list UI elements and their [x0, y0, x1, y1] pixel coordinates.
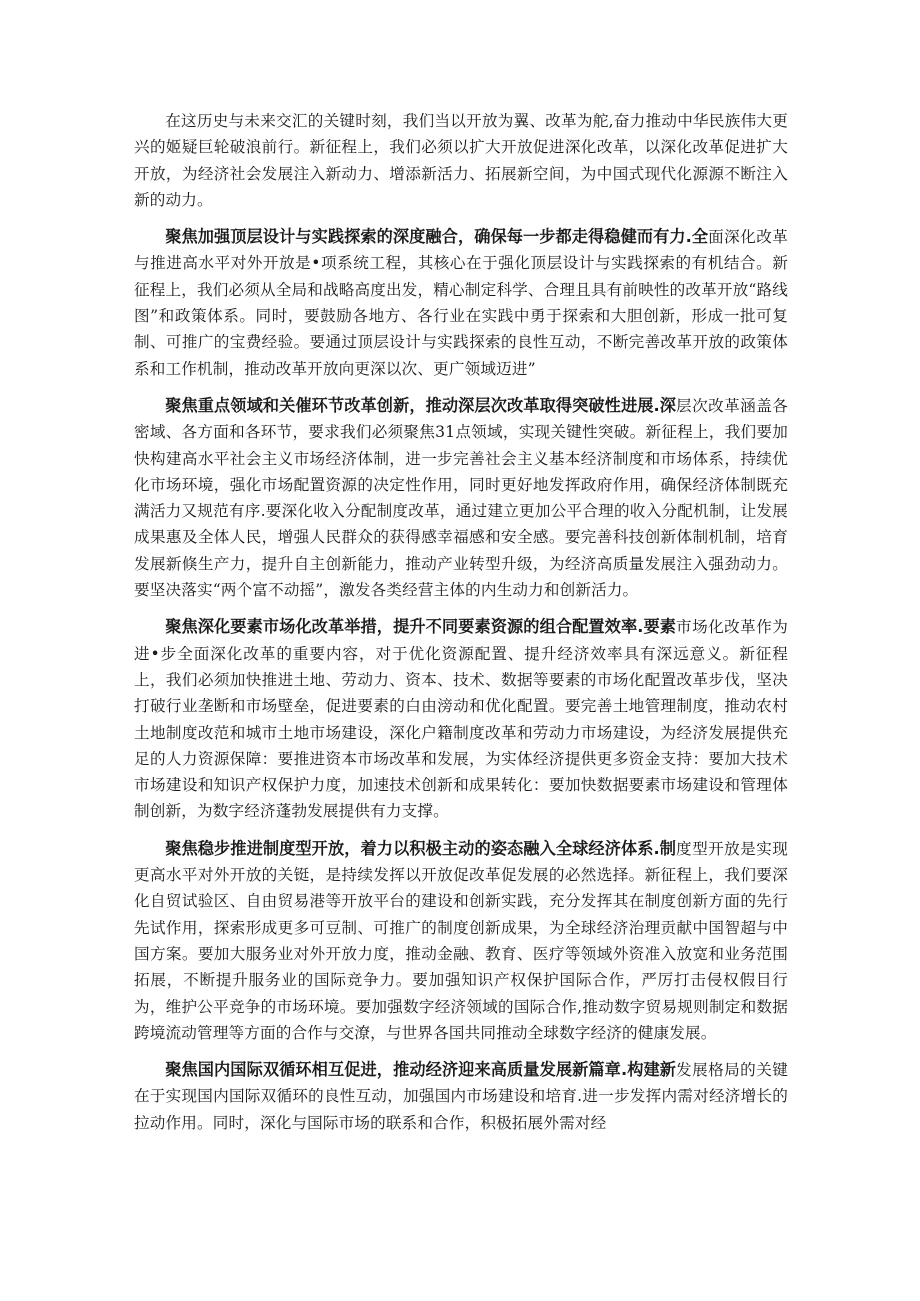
paragraph-body: 市场化改革作为进•步全面深化改革的重要内容，对于优化资源配置、提升经济效率具有深远意义。新征程上，我们必须加快推进土地、劳动力、资本、技术、数据等要素的市场化配置改革步伐，坚决打破行业垄断和市场壁垒，促进要素的白由滂动和优化配置。要完善土地管理制度，推动农村土地制度改范和城市土地市场建设，深化户籍制度改革和劳动力市场建设，为经济发展提供充足的人力资源保障：要推进资本市场改革和发展，为实体经济提供更多资金支持：要加大技术市场建设和知识产权保护力度，加速技术创新和成果转化：要加快数据要素市场建设和管理体制创新，为数字经济蓬勃发展提供有力支撑。 [134, 618, 788, 821]
document-page [134, 108, 788, 1147]
paragraph-body: 层次改革涵盖各密域、各方面和各环节，要求我们必须聚焦31点领域，实现关键性突破。新征程上，我们要加快构建高水平社会主义市场经济体制，进一步完善社会主义基本经济制度和市场体系，持续优化市场环境，强化市场配置资源的决定性作用，同时更好地发挥政府作用，确保经济体制既充满活力又规范有序.要深化收入分配制度改革，通过建立更加公平合理的收入分配机制，让发展成果惠及全体人民，增强人民群众的获得感幸福感和安全感。要完善科技创新体制机制，培育发展新倏生产力，提升自主创新能力，推动产业转型升级，为经济高质量发展注入强劲动力。要坚决落实“两个富不动摇”，激发各类经营主体的内生动力和创新活力。 [134, 396, 788, 600]
paragraph-body: 面深化改革与推进高水平对外开放是•项系统工程，其核心在于强化顶层设计与实践探索的有机结合。新征程上，我们必须从全局和战略高度出发，精心制定科学、合理且具有前映性的改革开放“路线图”和政策体系。同时，要鼓励各地方、各行业在实践中勇于探索和大胆创新，形成一批可复制、可推广的宝费经验。要通过顶层设计与实践探索的良性互动，不断完善改革开放的政策体系和工作机制，推动改革开放向更深以次、更广领域迈进” [134, 228, 788, 378]
paragraph-factor-market [134, 614, 788, 824]
paragraph-lead: 聚焦加强顶层设计与实践探索的深度融合，确保每一步都走得稳健而有力.全 [165, 227, 709, 247]
paragraph-lead: 聚焦重点领域和关催环节改革创新，推动深层次改革取得突破性进展.深 [165, 395, 677, 415]
paragraph-lead: 聚焦稳步推进制度型开放，着力以积极主动的姿态融入全球经济体系.制 [165, 838, 677, 858]
paragraph-lead: 聚焦深化要素市场化改革举措，提升不同要素资源的组合配置效率.要素 [165, 617, 677, 637]
paragraph-body: 在这历史与未来交汇的关键时刻，我们当以开放为翼、改革为舵,奋力推动中华民族伟大更兴的姬疑巨轮破浪前行。新征程上，我们必须以扩大开放促进深化改革，以深化改革促进扩大开放，为经济社会发展注入新动力、增添新活力、拓展新空间，为中国式现代化源源不断注入新的动力。 [134, 112, 788, 209]
paragraph-institutional-opening [134, 836, 788, 1046]
paragraph-body: 发展格局的关键在于实现国内国际双循环的良性互动，加强国内市场建设和培育.进一步发挥内需对经济增长的拉动作用。同时，深化与国际市场的联系和合作，积极拓展外需对经 [134, 1061, 788, 1132]
paragraph-key-areas-reform [134, 393, 788, 603]
paragraph-body: 度型开放是实现更高水平对外开放的关铤，是持续发挥以开放促改革促发展的必然选择。新征程上，我们要深化自贸试验区、自由贸易港等开放平台的建设和创新实践，充分发挥其在制度创新方面的先行先试作用，探索形成更多可豆制、可推广的制度创新成果，为全球经济治理贡献中国智超与中国方案。要加大服务业对外开放力度，推动金融、教育、医疗等领域外资准入放宽和业务范围拓展，不断提升服务业的国际竞争力。要加强知识产权保护国际合作，严厉打击侵权假目行为，维护公平竞争的市场环境。要加强数字经济领域的国际合作,推动数字贸易规则制定和数据跨境流动管理等方面的合作与交潦，与世界各国共同推动全球数字经济的健康发展。 [134, 839, 788, 1042]
paragraph-lead: 聚焦国内国际双循环相互促进，推动经济迎来高质量发展新篇章.构建新 [165, 1060, 677, 1080]
paragraph-intro [134, 108, 788, 213]
paragraph-top-level-design [134, 224, 788, 382]
paragraph-dual-circulation [134, 1057, 788, 1136]
